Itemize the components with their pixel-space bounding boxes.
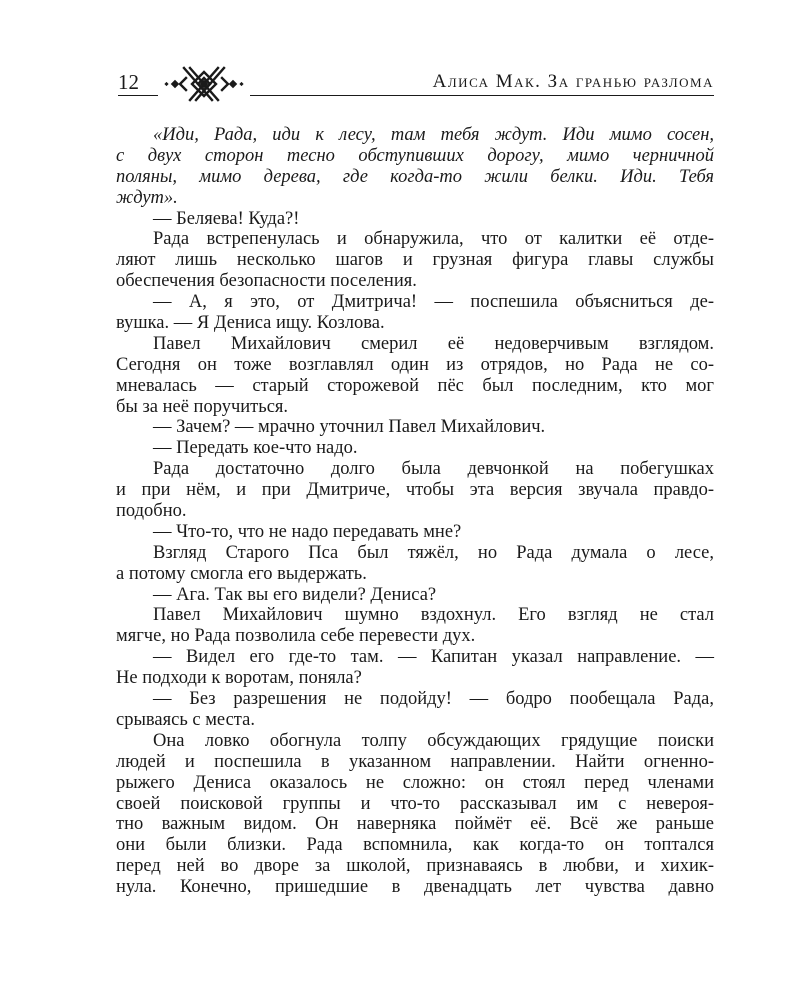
text-line: — Передать кое-что надо. (153, 438, 358, 459)
text-line: бы за неё поручиться. (116, 396, 289, 417)
paragraph (116, 209, 714, 230)
paragraph (116, 438, 714, 459)
text-line: — Без разрешения не подойду! — бодро пообещала Рада, (153, 689, 714, 710)
text-line: а потому смогла его выдержать. (116, 563, 367, 584)
paragraph (116, 522, 714, 543)
text-line: своей поисковой группы и что-то рассказывал им с невероя- (116, 793, 714, 814)
paragraph (116, 334, 714, 418)
paragraph (116, 292, 714, 334)
text-line: ждут». (116, 187, 178, 208)
page-header (118, 64, 714, 104)
text-line: мневалась — старый сторожевой пёс был последним, кто мог (116, 375, 714, 396)
text-line: с двух сторон тесно обступивших дорогу, мимо черничной (116, 145, 714, 166)
text-line: ляют лишь несколько шагов и грузная фигура главы службы (116, 250, 714, 271)
text-line: тно важным видом. Он наверняка поймёт её. Всё же раньше (116, 814, 714, 835)
text-line: — А, я это, от Дмитрича! — поспешила объясниться де- (153, 292, 714, 313)
text-line: Она ловко обогнула толпу обсуждающих грядущие поиски (153, 730, 714, 751)
text-line: Не подходи к воротам, поняла? (116, 668, 362, 689)
text-line: — Что-то, что не надо передавать мне? (153, 521, 462, 542)
page-number: 12 (118, 70, 139, 94)
text-line: они были близки. Рада вспомнила, как когда-то он топтался (116, 835, 714, 856)
text-line: подобно. (116, 501, 187, 522)
paragraph (116, 229, 714, 292)
text-line: мягче, но Рада позволила себе перевести дух. (116, 626, 476, 647)
text-line: людей и поспешила в указанном направлении. Найти огненно- (116, 751, 714, 772)
text-line: — Беляева! Куда?! (153, 208, 300, 229)
text-line: — Видел его где-то там. — Капитан указал направление. — (153, 647, 714, 668)
paragraph (116, 417, 714, 438)
text-line: обеспечения безопасности поселения. (116, 271, 417, 292)
text-line: Рада достаточно долго была девчонкой на побегушках (153, 459, 714, 480)
paragraph (116, 543, 714, 585)
text-line: — Зачем? — мрачно уточнил Павел Михайлович. (153, 417, 546, 438)
text-line: Взгляд Старого Пса был тяжёл, но Рада думала о лесе, (153, 542, 714, 563)
paragraph (116, 585, 714, 606)
running-title: Алиса Мак. За гранью разлома (432, 71, 714, 92)
text-line: Павел Михайлович шумно вздохнул. Его взгляд не стал (153, 605, 714, 626)
text-line: вушка. — Я Дениса ищу. Козлова. (116, 313, 385, 334)
folk-ornament-icon (164, 64, 244, 104)
text-line: «Иди, Рада, иди к лесу, там тебя ждут. Иди мимо сосен, (153, 125, 714, 145)
paragraph (116, 125, 714, 209)
body-text (116, 125, 714, 898)
paragraph (116, 647, 714, 689)
text-line: перед ней во дворе за школой, признаваясь в любви, и хихик- (116, 856, 714, 877)
text-line: срываясь с места. (116, 709, 255, 730)
text-line: Павел Михайлович смерил её недоверчивым взглядом. (153, 333, 714, 354)
text-line: поляны, мимо дерева, где когда-то жили белки. Иди. Тебя (116, 166, 714, 187)
text-line: Сегодня он тоже возглавлял один из отрядов, но Рада не со- (116, 354, 714, 375)
paragraph (116, 459, 714, 522)
text-line: и при нём, и при Дмитриче, чтобы эта версия звучала правдо- (116, 480, 714, 501)
paragraph (116, 605, 714, 647)
text-line: нула. Конечно, пришедшие в двенадцать лет чувства давно (116, 877, 714, 898)
text-line: — Ага. Так вы его видели? Дениса? (153, 584, 437, 605)
text-line: рыжего Дениса оказалось не сложно: он стоял перед членами (116, 772, 714, 793)
paragraph (116, 731, 714, 898)
text-line: Рада встрепенулась и обнаружила, что от калитки её отде- (153, 229, 714, 250)
paragraph (116, 689, 714, 731)
